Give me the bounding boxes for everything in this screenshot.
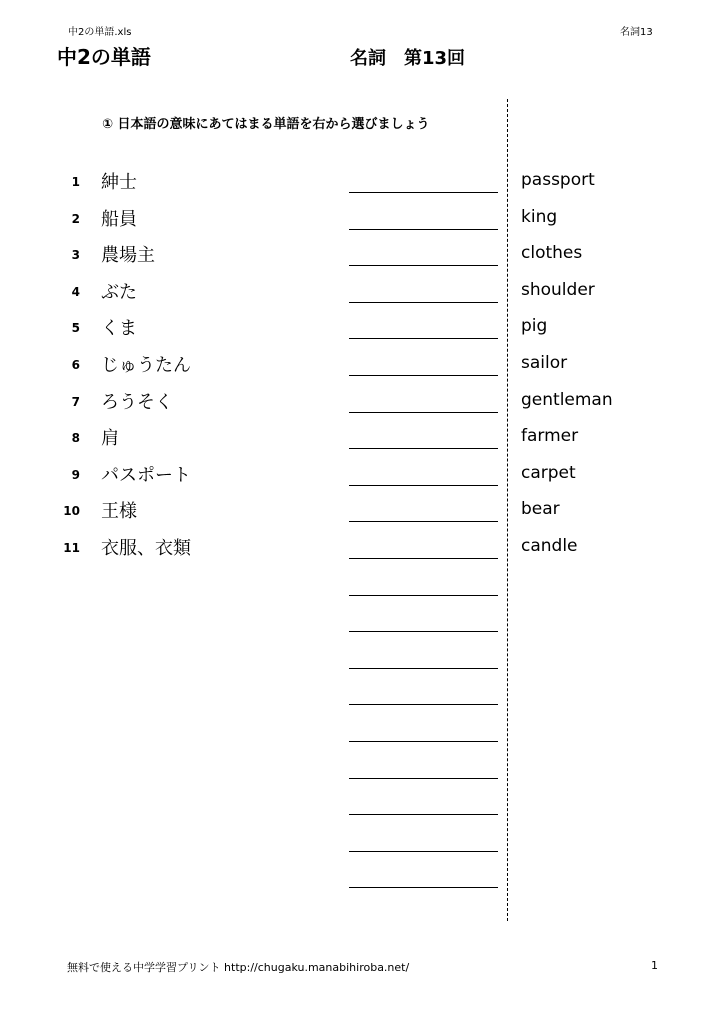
answer-line[interactable]: [349, 595, 498, 596]
question-number: 6: [71, 358, 80, 372]
word-bank-item: farmer: [521, 426, 579, 447]
answer-line[interactable]: [349, 485, 498, 486]
answer-line[interactable]: [349, 521, 498, 522]
answer-line[interactable]: [349, 412, 498, 413]
footer-text: 無料で使える中学学習プリント http://chugaku.manabihiroba.net/: [67, 961, 410, 974]
question-number: 3: [71, 248, 80, 263]
question-number: 10: [63, 504, 80, 519]
word-bank-item: king: [521, 206, 558, 227]
word-bank-item: pig: [521, 316, 548, 337]
question-japanese: ろうそく: [101, 391, 173, 413]
answer-line[interactable]: [349, 448, 498, 449]
page-code: 名詞13: [620, 27, 653, 38]
question-number: 9: [71, 467, 80, 482]
word-bank-item: bear: [521, 499, 560, 520]
dashed-divider: [507, 99, 508, 921]
question-japanese: 船員: [101, 208, 137, 230]
question-japanese: くま: [101, 318, 137, 340]
question-number: 7: [71, 394, 80, 409]
question-japanese: 衣服、衣類: [101, 538, 191, 559]
word-bank-item: sailor: [521, 353, 568, 373]
answer-line[interactable]: [349, 778, 498, 779]
answer-line[interactable]: [349, 887, 498, 888]
instruction-text: ① 日本語の意味にあてはまる単語を右から選びましょう: [102, 117, 430, 132]
word-bank-item: candle: [521, 536, 578, 556]
word-bank-item: shoulder: [521, 279, 595, 300]
answer-line[interactable]: [349, 338, 498, 339]
answer-line[interactable]: [349, 302, 498, 303]
question-japanese: 王様: [101, 501, 137, 523]
question-number: 5: [71, 321, 80, 336]
file-name: 中2の単語.xls: [68, 27, 132, 38]
question-number: 4: [71, 284, 80, 299]
answer-line[interactable]: [349, 704, 498, 705]
question-japanese: 紳士: [101, 172, 137, 193]
question-japanese: ぶた: [101, 281, 137, 303]
question-japanese: じゅうたん: [101, 355, 191, 376]
word-bank-item: carpet: [521, 462, 576, 483]
answer-line[interactable]: [349, 741, 498, 742]
question-number: 2: [71, 211, 80, 226]
word-bank-item: clothes: [521, 243, 583, 264]
answer-line[interactable]: [349, 668, 498, 669]
answer-line[interactable]: [349, 558, 498, 559]
answer-line[interactable]: [349, 814, 498, 815]
answer-line[interactable]: [349, 229, 498, 230]
page-subtitle: 名詞 第13回: [350, 48, 466, 69]
footer-page-number: 1: [651, 959, 658, 972]
question-number: 11: [63, 541, 80, 555]
answer-line[interactable]: [349, 192, 498, 193]
question-number: 8: [71, 431, 80, 446]
page-title: 中2の単語: [57, 45, 151, 69]
answer-line[interactable]: [349, 631, 498, 632]
word-bank-item: passport: [521, 170, 595, 190]
question-japanese: パスポート: [101, 464, 191, 486]
question-japanese: 農場主: [101, 245, 155, 267]
answer-line[interactable]: [349, 265, 498, 266]
word-bank-item: gentleman: [521, 389, 613, 410]
question-japanese: 肩: [101, 428, 119, 450]
question-number: 1: [71, 175, 80, 189]
answer-line[interactable]: [349, 375, 498, 376]
answer-line[interactable]: [349, 851, 498, 852]
